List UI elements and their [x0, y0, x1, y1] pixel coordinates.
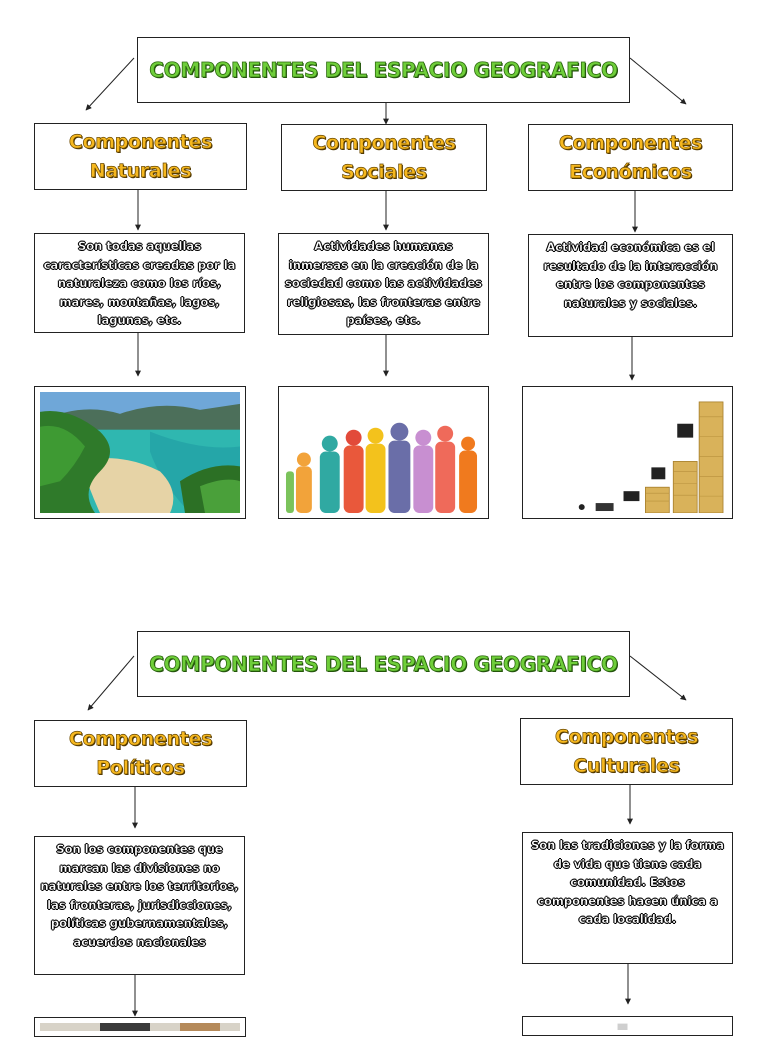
- cultural-photo-icon: [528, 1022, 727, 1030]
- category-economicos-box: [528, 124, 733, 191]
- image-culturales: [522, 1016, 733, 1036]
- category-economicos-heading: Componentes Económicos: [558, 131, 703, 183]
- beach-landscape-icon: [40, 392, 240, 513]
- people-silhouettes-icon: [284, 392, 483, 513]
- description-economicos: [528, 234, 733, 337]
- image-sociales: [278, 386, 489, 519]
- description-economicos-text: Actividad económica es el resultado de la interacción entre los componentes naturales y sociales.: [543, 240, 718, 310]
- description-naturales-text: Son todas aquellas características creadas por la naturaleza como los ríos, mares, montañas, lagos, lagunas, etc.: [43, 239, 236, 327]
- coin-stacks-icon: [528, 392, 727, 513]
- political-photo-icon: [40, 1023, 240, 1031]
- category-sociales-box: [281, 124, 487, 191]
- main-title-top: [137, 37, 630, 103]
- main-title-top-text: COMPONENTES DEL ESPACIO GEOGRAFICO: [149, 58, 618, 82]
- main-title-bottom-text: COMPONENTES DEL ESPACIO GEOGRAFICO: [149, 652, 618, 676]
- image-politicos: [34, 1017, 246, 1037]
- category-culturales-heading: Componentes Culturales: [554, 725, 699, 777]
- image-economicos: [522, 386, 733, 519]
- category-naturales-box: [34, 123, 247, 190]
- category-naturales-heading: Componentes Naturales: [68, 130, 213, 182]
- description-culturales: [522, 832, 733, 964]
- category-politicos-box: [34, 720, 247, 787]
- description-culturales-text: Son las tradiciones y la forma de vida que tiene cada comunidad. Estos componentes hacen única a cada localidad.: [530, 838, 725, 926]
- description-politicos-text: Son los componentes que marcan las divisiones no naturales entre los territorios, las fronteras, jurisdicciones, políticas gubernamentales, acuerdos nacionales: [40, 842, 239, 949]
- description-naturales: [34, 233, 245, 333]
- category-culturales-box: [520, 718, 733, 785]
- description-sociales-text: Actividades humanas inmersas en la creación de la sociedad como las actividades religiosas, las fronteras entre países, etc.: [284, 239, 482, 327]
- category-sociales-heading: Componentes Sociales: [312, 131, 456, 183]
- image-naturales: [34, 386, 246, 519]
- description-sociales: [278, 233, 489, 335]
- main-title-bottom: [137, 631, 630, 697]
- category-politicos-heading: Componentes Políticos: [68, 727, 213, 779]
- description-politicos: [34, 836, 245, 975]
